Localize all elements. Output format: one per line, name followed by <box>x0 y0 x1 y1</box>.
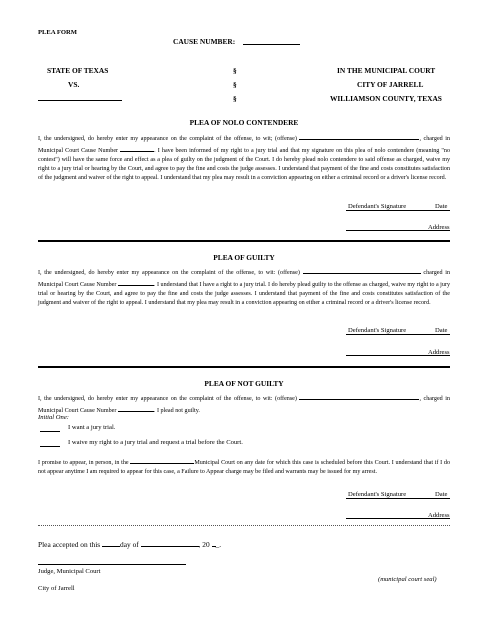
accepted-text-b: day of <box>120 540 139 549</box>
nolo-text-b: charged in Municipal Court Cause Number <box>38 136 451 155</box>
judge-signature-field[interactable] <box>38 564 186 565</box>
court-city: CITY OF JARRELL <box>357 80 424 89</box>
not-guilty-signature-label: Defendant's Signature <box>348 491 407 498</box>
court-name-field[interactable] <box>130 456 194 464</box>
guilty-text-b: charged in Municipal Court Cause Number <box>38 270 451 289</box>
nolo-paragraph: I, the undersigned, do hereby enter my appearance on the complaint of the offense, to wit; (offense) , charged in Municipal Court Cause Number . I have been informed of my right to a jury trial and that my signature on this plea of nolo contendere (meaning "no contest") will have the same force and effect as a plea of guilty on the judgment of the Court. I do hereby plead nolo contendere to said offense as charged, waive my right to a jury trial or hearing by the Court, and agree to pay the fine and costs the judge assesses. I understand that payment of the fine and costs constitutes satisfaction of the judgment and waiver of the right to appeal. I understand that my plea may result in a conviction appearing on either a criminal record or a driver's license record. <box>38 132 450 183</box>
accepted-text-a: Plea accepted on this <box>38 540 101 549</box>
nolo-signature-label: Defendant's Signature <box>348 203 407 210</box>
guilty-text-a: I, the undersigned, do hereby enter my appearance on the complaint of the offense, to wit: (offense) <box>38 270 300 276</box>
jury-trial-initial-field[interactable] <box>40 431 60 432</box>
not-guilty-text-b: charged in Municipal Court Cause Number <box>38 396 451 415</box>
nolo-text-c: . I have been informed of my right to a jury trial and that my signature on this plea of nolo contendere (meaning "no contest") will have the same force and effect as a plea of guilty on the judgment of the Court. I do hereby plead nolo contendere to said offense as charged, waive my right to a jury trial or hearing by the Court, and agree to pay the fine and costs the judge assesses. I understand that payment of the fine and costs constitutes satisfaction of the judgment and waiver of the right to appeal. I understand that my plea may result in a conviction appearing on either a criminal record or a driver's license record. <box>38 148 450 182</box>
section-symbol: § <box>233 94 237 103</box>
not-guilty-address-label: Address <box>428 512 450 519</box>
promise-text-a: I promise to appear, in person, in the <box>38 460 129 466</box>
state-label: STATE OF TEXAS <box>47 66 109 75</box>
court-county: WILLIAMSON COUNTY, TEXAS <box>330 94 442 103</box>
vs-label: VS. <box>68 80 80 89</box>
section-symbol: § <box>233 80 237 89</box>
form-label: PLEA FORM <box>38 29 78 36</box>
jury-trial-option: I want a jury trial. <box>68 424 116 431</box>
city-label: City of Jarrell <box>38 585 75 592</box>
section-symbol: § <box>233 66 237 75</box>
nolo-signature-field[interactable] <box>346 210 450 211</box>
accepted-day-field[interactable] <box>102 539 120 547</box>
guilty-date-label: Date <box>435 327 448 334</box>
guilty-paragraph <box>38 266 450 308</box>
nolo-date-label: Date <box>435 203 448 210</box>
not-guilty-cause-field[interactable] <box>118 404 154 412</box>
section-divider <box>38 366 450 368</box>
guilty-title: PLEA OF GUILTY <box>213 253 275 262</box>
guilty-signature-field[interactable] <box>346 334 450 335</box>
nolo-title: PLEA OF NOLO CONTENDERE <box>189 118 299 127</box>
not-guilty-paragraph: I, the undersigned, do hereby enter my appearance on the complaint of the offense, to wit: (offense) , charged in Municipal Court Cause Number . I plead not guilty. <box>38 392 450 416</box>
nolo-text-a: I, the undersigned, do hereby enter my appearance on the complaint of the offense, to wit; (offense) <box>38 136 297 142</box>
nolo-address-label: Address <box>428 224 450 231</box>
guilty-offense-field[interactable] <box>303 266 421 274</box>
guilty-address-label: Address <box>428 349 450 356</box>
dotted-separator <box>38 525 450 526</box>
not-guilty-signature-field[interactable] <box>346 498 450 499</box>
initial-one-label: Initial One: <box>38 414 69 421</box>
cause-number-field[interactable] <box>243 44 300 45</box>
not-guilty-title: PLEA OF NOT GUILTY <box>204 379 284 388</box>
plea-accepted-line <box>38 539 221 549</box>
bench-trial-option: I waive my right to a jury trial and request a trial before the Court. <box>68 439 243 446</box>
promise-paragraph <box>38 456 450 477</box>
accepted-text-d: _. <box>215 540 222 549</box>
cause-number-label: CAUSE NUMBER: <box>173 37 236 46</box>
nolo-offense-field[interactable] <box>299 132 419 140</box>
accepted-text-c: , 20 <box>198 540 210 549</box>
court-name: IN THE MUNICIPAL COURT <box>337 66 436 75</box>
guilty-signature-label: Defendant's Signature <box>348 327 407 334</box>
not-guilty-text-a: I, the undersigned, do hereby enter my appearance on the complaint of the offense, to wit: (offense) <box>38 396 297 402</box>
defendant-name-field[interactable] <box>38 100 122 101</box>
nolo-cause-field[interactable] <box>120 144 154 152</box>
promise-text-b: Municipal Court on any date for which this case is scheduled before this Court. I understand that if I do not appear anytime I am required to appear for this case, a Failure to Appear charge may be filed and warrants may be issued for my arrest. <box>38 460 451 476</box>
guilty-text-c: . I understand that I have a right to a jury trial. I do hereby plead guilty to the offense as charged, waive my right to a jury trial or hearing by the Court, and agree to pay the fine and costs the judge assesses. I understand that payment of the fine and costs constitutes satisfaction of the judgment and waiver of the right to appeal. I understand that my plea may result in a conviction appearing on either a criminal record or a driver's license record. <box>38 282 450 307</box>
not-guilty-offense-field[interactable] <box>299 392 419 400</box>
judge-label: Judge, Municipal Court <box>38 568 101 575</box>
not-guilty-text-c: . I plead not guilty. <box>153 408 200 415</box>
section-divider <box>38 240 450 242</box>
court-seal-label: (municipal court seal) <box>378 576 437 583</box>
bench-trial-initial-field[interactable] <box>40 446 60 447</box>
not-guilty-date-label: Date <box>435 491 448 498</box>
guilty-cause-field[interactable] <box>118 278 154 286</box>
accepted-month-field[interactable] <box>141 539 199 547</box>
